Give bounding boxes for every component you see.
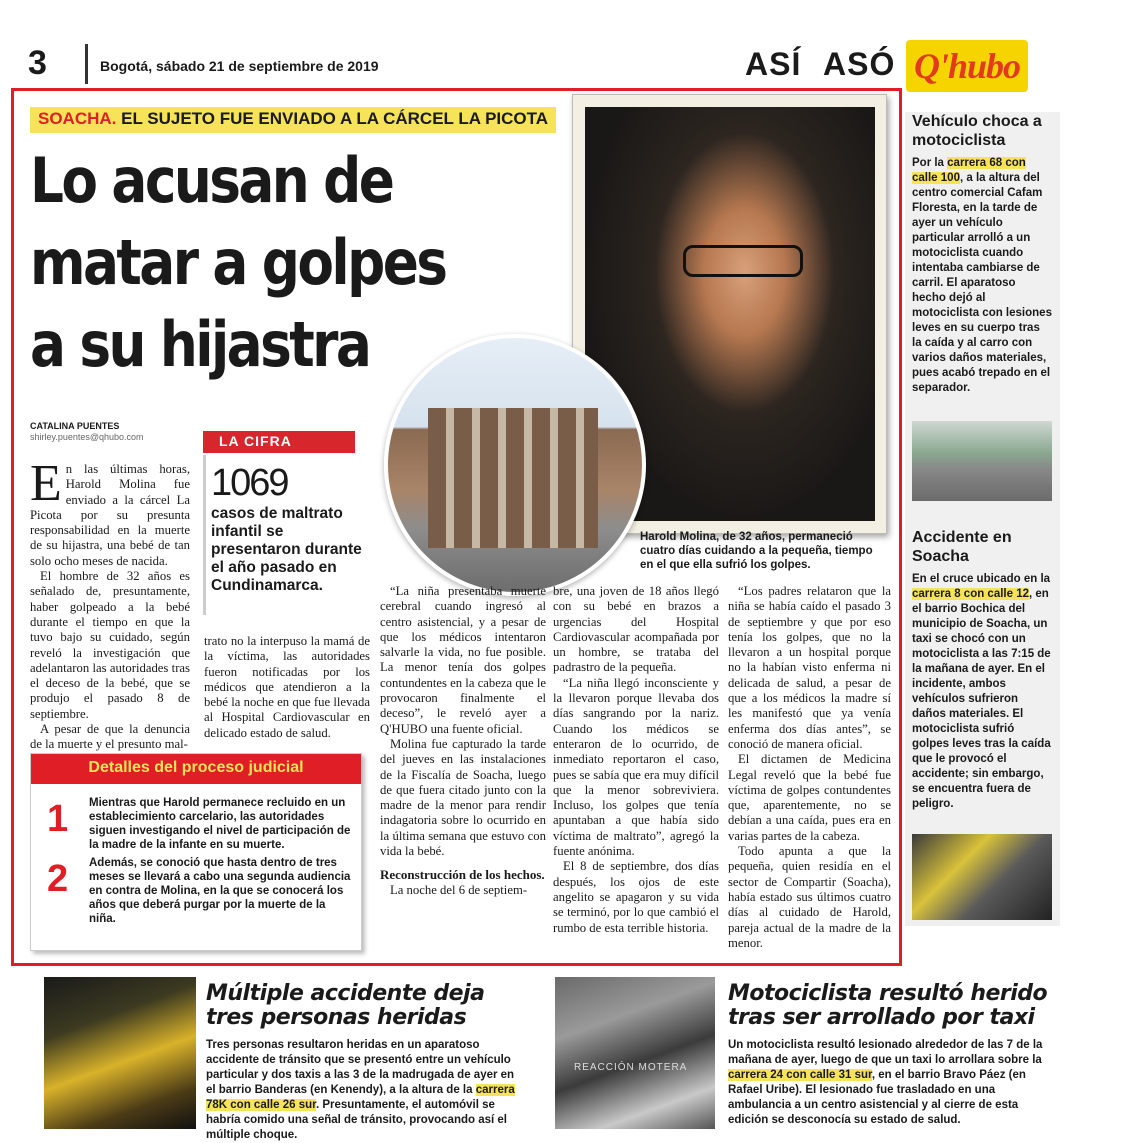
details-header: Detalles del proceso judicial bbox=[31, 754, 361, 784]
qhubo-logo bbox=[906, 40, 1028, 92]
col5-paragraph-2: El dictamen de Medicina Legal reveló que la bebé fue víctima de golpes contundentes que, aparentemente, no se debían a una caída, pues era en varias partes de la cabeza. bbox=[728, 752, 891, 843]
issue-date: Bogotá, sábado 21 de septiembre de 2019 bbox=[100, 58, 379, 74]
kicker-text: EL SUJETO FUE ENVIADO A LA CÁRCEL LA PICOTA bbox=[116, 109, 549, 128]
bottom-photo-motorcyclist bbox=[555, 977, 715, 1129]
article-column-2 bbox=[204, 634, 370, 741]
byline-email: shirley.puentes@qhubo.com bbox=[30, 432, 144, 442]
col2-paragraph-1: trato no la interpuso la mamá de la víctima, las autoridades fueron notificadas por los médicos que atendieron a la bebé la noche en que fue llevada al Hospital Cardiovascular en delicado estado de salud. bbox=[204, 634, 370, 740]
bottom-story-1-title: Múltiple accidente deja tres personas heridas bbox=[206, 981, 485, 1030]
details-item-1: Mientras que Harold permanece recluido en un establecimiento carcelario, las autoridades siguen investigando el nivel de participación de la madre de la infante en su muerte. bbox=[89, 797, 351, 851]
col4-paragraph-3: El 8 de septiembre, dos días después, los ojos de este angelito se apagaron y su vida se terminó, por lo que cambió el rumbo de esta terrible historia. bbox=[553, 859, 719, 935]
article-column-1 bbox=[30, 455, 190, 753]
bottom-story-1 bbox=[206, 982, 518, 1143]
bottom-story-1-highlight: carrera 78K con calle 26 sur bbox=[206, 1084, 515, 1111]
drop-cap: E bbox=[30, 455, 62, 512]
sidebar-story-1-text: , a la altura del centro comercial Cafam Floresta, en la tarde de ayer un vehículo particular arrolló a un motociclista cuando intentaba cambiarse de carril. El aparatoso hecho dejó al motociclista con lesiones leves en su cuerpo tras la caída y al carro con varios daños materiales, pues acabó trepado en el separador. bbox=[912, 172, 1052, 394]
photo-watermark: REACCIÓN MOTERA bbox=[574, 1062, 688, 1073]
bottom-story-1-text: . Presuntamente, el automóvil se habría comido una señal de tránsito, provocando así el múltiple choque. bbox=[206, 1099, 507, 1141]
logo-text: Q'hubo bbox=[913, 46, 1021, 86]
article-kicker bbox=[30, 107, 556, 133]
details-number-2: 2 bbox=[47, 858, 69, 900]
article-headline: Lo acusan de matar a golpes a su hijastra bbox=[30, 144, 446, 381]
sidebar-story-1-body bbox=[912, 156, 1052, 396]
col4-paragraph-1: bre, una joven de 18 años llegó con su bebé en brazos a urgencias del Hospital Cardiovascular acompañada por un hombre, se trataba del padrastro de la pequeña. bbox=[553, 584, 719, 675]
sidebar-story-1-title: Vehículo choca a motociclista bbox=[912, 113, 1042, 149]
bottom-story-2-pre: Un motociclista resultó lesionado alrededor de las 7 de la mañana de ayer, luego de que un taxi lo arrollara sobre la bbox=[728, 1039, 1043, 1066]
sidebar-story-2-highlight: carrera 8 con calle 12 bbox=[912, 588, 1029, 600]
col3-paragraph-1: “La niña presentaba muerte cerebral cuando ingresó al centro asistencial, y a pesar de que los médicos intentaron salvarle la vida, no fue posible. La menor tenía dos golpes contundentes en la cabeza que le provocaron finalmente el deceso”, le reveló ayer a Q'HUBO una fuente oficial. bbox=[380, 584, 546, 736]
details-item-2: Además, se conoció que hasta dentro de tres meses se llevará a cabo una segunda audiencia en contra de Molina, en la que se conocerá los años que deberá purgar por la muerte de la niña. bbox=[89, 857, 351, 925]
building-shape bbox=[428, 408, 598, 548]
cifra-text: casos de maltrato infantil se presentaron durante el año pasado en Cundinamarca. bbox=[211, 505, 362, 594]
bottom-story-1-body bbox=[206, 1038, 518, 1143]
sidebar-photo-taxi-crash bbox=[912, 834, 1052, 920]
sidebar-story-2 bbox=[912, 528, 1052, 812]
section-label-asi: ASÍ bbox=[745, 46, 802, 82]
col5-paragraph-1: “Los padres relataron que la niña se había caído el pasado 3 de septiembre y que por eso tenía los golpes, que no la llevaron a un hospital porque no la habían visto enferma ni delicada de salud, a pesar de que a los médicos la madre sí les manifestó que ya venía enferma dos días antes”, se conoció de manera oficial. bbox=[728, 584, 891, 751]
col1-paragraph-1: n las últimas horas, Harold Molina fue enviado a la cárcel La Picota por su presunta responsabilidad en la muerte de su hijastra, una bebé de tan solo ocho meses de nacida. bbox=[30, 462, 190, 568]
sidebar-story-2-title: Accidente en Soacha bbox=[912, 529, 1012, 565]
photo-caption: Harold Molina, de 32 años, permaneció cuatro días cuidando a la pequeña, tiempo en el que ella sufrió los golpes. bbox=[640, 531, 873, 571]
col5-paragraph-3: Todo apunta a que la pequeña, quien residía en el sector de Compartir (Soacha), había estado sus últimos cuatro días al cuidado de Harold, pareja actual de la madre de la menor. bbox=[728, 844, 891, 950]
col1-paragraph-2: El hombre de 32 años es señalado de, presuntamente, haber golpeado a la bebé durante el tiempo en que la tuvo bajo su cuidado, según reveló la investigación que adelantaron las autoridades tras el deceso de la bebé, que se produjo el pasado 8 de septiembre. bbox=[30, 569, 190, 721]
details-number-1: 1 bbox=[47, 798, 69, 840]
col4-paragraph-2: “La niña llegó inconsciente y la llevaron porque llevaba dos días sangrando por la nariz. Cuando los médicos se enteraron de lo ocurrido, de inmediato reportaron el caso, pues se sabía que era muy difícil que la menor sobreviviera. Incluso, los golpes que tenía apuntaban a que había sido víctima de maltrato”, agregó la fuente anónima. bbox=[553, 675, 719, 859]
col3-paragraph-2: Molina fue capturado la tarde del jueves en las instalaciones de la Fiscalía de Soacha, luego de que fuera citado junto con la madre de la menor para rendir indagatoria sobre lo ocurrido en la última semana que estuvo con vida la bebé. bbox=[380, 736, 546, 859]
page-number: 3 bbox=[28, 44, 47, 82]
header-divider bbox=[85, 44, 88, 84]
bottom-story-1-pre: Tres personas resultaron heridas en un aparatoso accidente de tránsito que se presentó entre un vehículo particular y dos taxis a las 3 de la madrugada de ayer en el barrio Banderas (en Kenendy), a la altura de la bbox=[206, 1039, 515, 1096]
sidebar-photo-car-crash bbox=[912, 421, 1052, 501]
cifra-number: 1069 bbox=[211, 462, 288, 504]
bottom-story-2-text: , en el barrio Bravo Páez (en Rafael Uribe). El lesionado fue trasladado en una ambulancia a un centro asistencial y al cierre de esta edición se desconocía su estado de salud. bbox=[728, 1069, 1026, 1126]
bottom-story-2-title: Motociclista resultó herido tras ser arrollado por taxi bbox=[728, 981, 1048, 1030]
section-label-aso: ASÓ bbox=[823, 46, 896, 82]
sidebar-story-1-highlight: carrera 68 con calle 100 bbox=[912, 157, 1026, 184]
article-column-3 bbox=[380, 584, 546, 898]
bottom-story-2 bbox=[728, 982, 1060, 1128]
article-column-4 bbox=[553, 584, 719, 936]
cifra-divider bbox=[203, 455, 206, 615]
kicker-place: SOACHA. bbox=[38, 109, 117, 128]
sidebar-story-2-body bbox=[912, 572, 1052, 812]
bottom-photo-multiple-accident bbox=[44, 977, 196, 1129]
byline-name: CATALINA PUENTES bbox=[30, 421, 120, 431]
col3-paragraph-3: La noche del 6 de septiem- bbox=[390, 882, 528, 897]
article-column-5 bbox=[728, 584, 891, 951]
col1-paragraph-3: A pesar de que la denuncia de la muerte y el presunto mal- bbox=[30, 722, 190, 752]
bottom-story-2-body bbox=[728, 1038, 1060, 1128]
sidebar-story-1 bbox=[912, 112, 1052, 396]
col3-subhead: Reconstrucción de los hechos. bbox=[380, 867, 545, 883]
la-cifra-label: LA CIFRA bbox=[203, 431, 355, 453]
sidebar-story-2-text: , en el barrio Bochica del municipio de Soacha, un taxi se chocó con un motociclista a las 7:15 de la mañana de ayer. En el incidente, ambos vehículos sufrieron daños materiales. El motociclista sufrió golpes leves tras la caída que le provocó el accidente; sin embargo, se encuentra fuera de peligro. bbox=[912, 588, 1051, 810]
bottom-story-2-highlight: carrera 24 con calle 31 sur bbox=[728, 1069, 872, 1081]
sidebar-story-2-pre: En el cruce ubicado en la bbox=[912, 573, 1051, 585]
glasses-shape bbox=[683, 245, 803, 277]
sidebar-story-1-pre: Por la bbox=[912, 157, 948, 169]
building-photo bbox=[384, 334, 646, 596]
details-box bbox=[30, 753, 362, 951]
